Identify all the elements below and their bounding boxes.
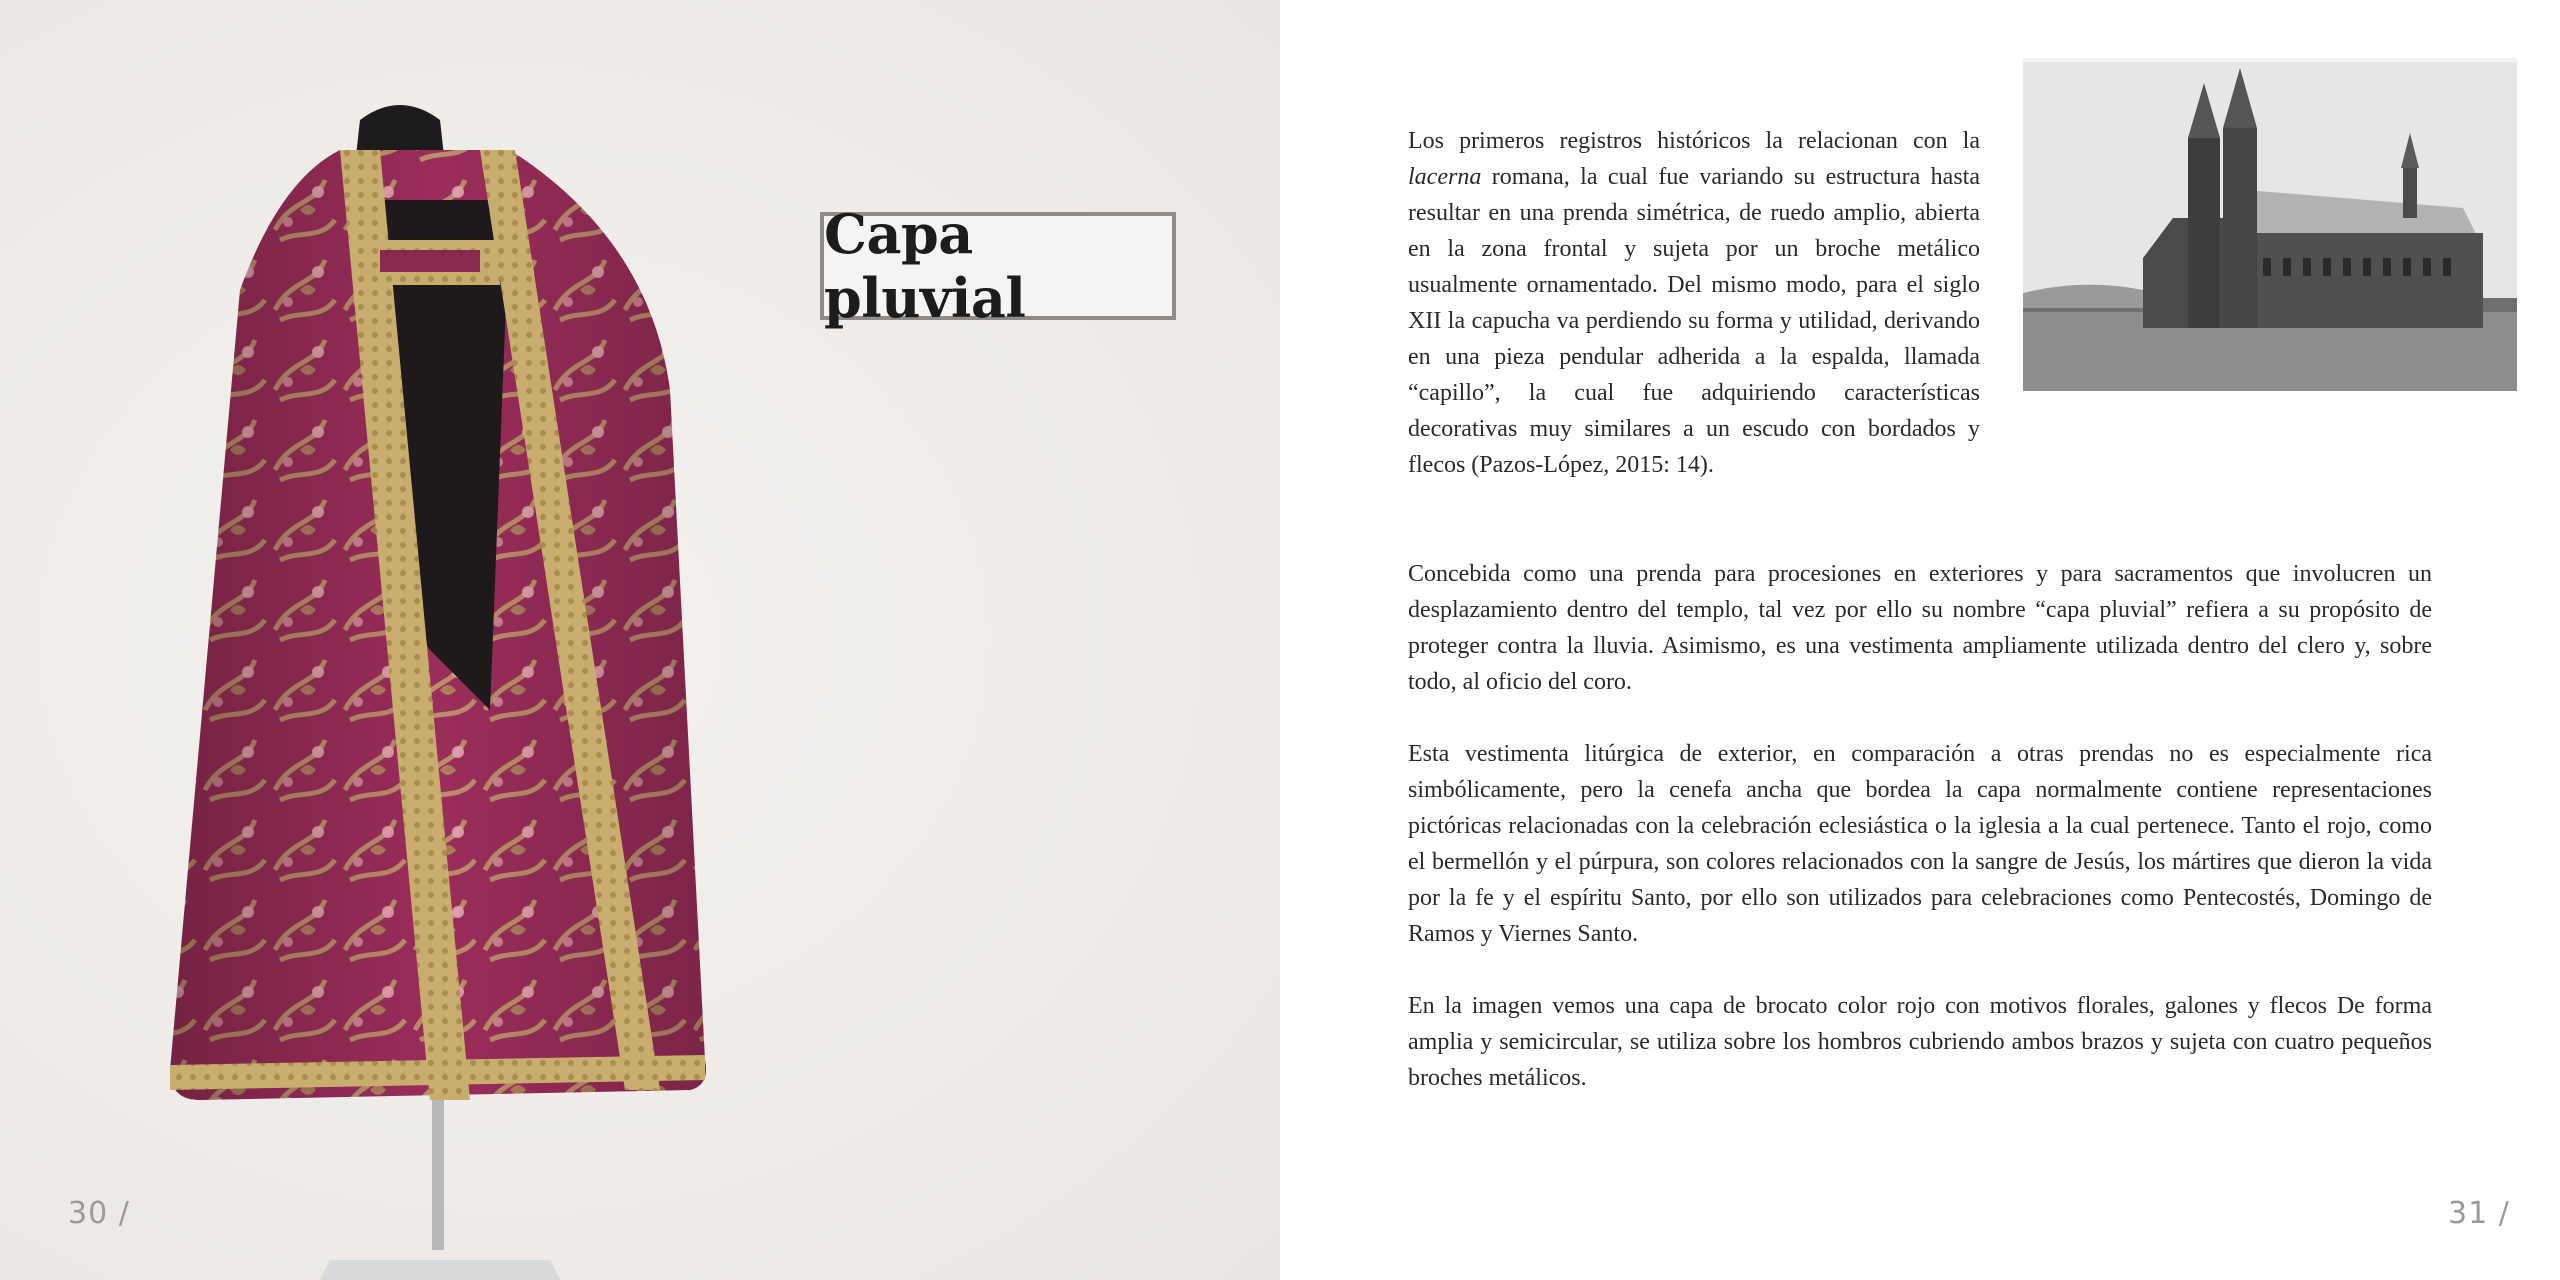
paragraph-2 (1408, 556, 2432, 700)
paragraph-2-text: Concebida como una prenda para procesiones en exteriores y para sacramentos que involucren un desplazamiento dentro del templo, tal vez por ello su nombre “capa pluvial” refiera a su propósito de proteger contra la lluvia. Asimismo, es una vestimenta ampliamente utilizada dentro del clero y, sobre todo, al oficio del coro. (1408, 561, 2432, 695)
church-photo (2023, 58, 2517, 391)
paragraph-1-text-b: romana, la cual fue variando su estructura hasta resultar en una prenda simétrica, de ruedo amplio, abierta en la zona frontal y sujeta por un broche metálico usualmente ornamentado. Del mismo modo, para el siglo XII la capucha va perdiendo su forma y utilidad, derivando en una pieza pendular adherida a la espalda, llamada “capillo”, la cual fue adquiriendo características decorativas muy similares a un escudo con bordados y flecos (Pazos-López, 2015: 14). (1408, 164, 1980, 478)
right-page (1280, 0, 2560, 1280)
paragraph-1-italic: lacerna (1408, 164, 1482, 190)
paragraph-3-text: Esta vestimenta litúrgica de exterior, en comparación a otras prendas no es especialmente rica simbólicamente, pero la cenefa ancha que bordea la capa normalmente contiene representaciones pictóricas relacionadas con la celebración eclesiástica o la iglesia a la cual pertenece. Tanto el rojo, como el bermellón y el púrpura, son colores relacionados con la sangre de Jesús, los mártires que dieron la vida por la fe y el espíritu Santo, por ello son utilizados para celebraciones como Pentecostés, Domingo de Ramos y Viernes Santo. (1408, 741, 2432, 947)
cope-photo (130, 90, 750, 1280)
paragraph-3 (1408, 736, 2432, 952)
page-title: Capa pluvial (824, 202, 1026, 330)
paragraph-4 (1408, 988, 2432, 1096)
page-number-left: 30 / (68, 1196, 130, 1231)
page-number-right: 31 / (2448, 1196, 2510, 1231)
paragraph-1-text-a: Los primeros registros históricos la relacionan con la (1408, 128, 1980, 154)
paragraph-1 (1408, 123, 1980, 483)
paragraph-4-text: En la imagen vemos una capa de brocato color rojo con motivos florales, galones y flecos De forma amplia y semicircular, se utiliza sobre los hombros cubriendo ambos brazos y sujeta con cuatro pequeños broches metálicos. (1408, 993, 2432, 1091)
title-box (820, 202, 1176, 330)
